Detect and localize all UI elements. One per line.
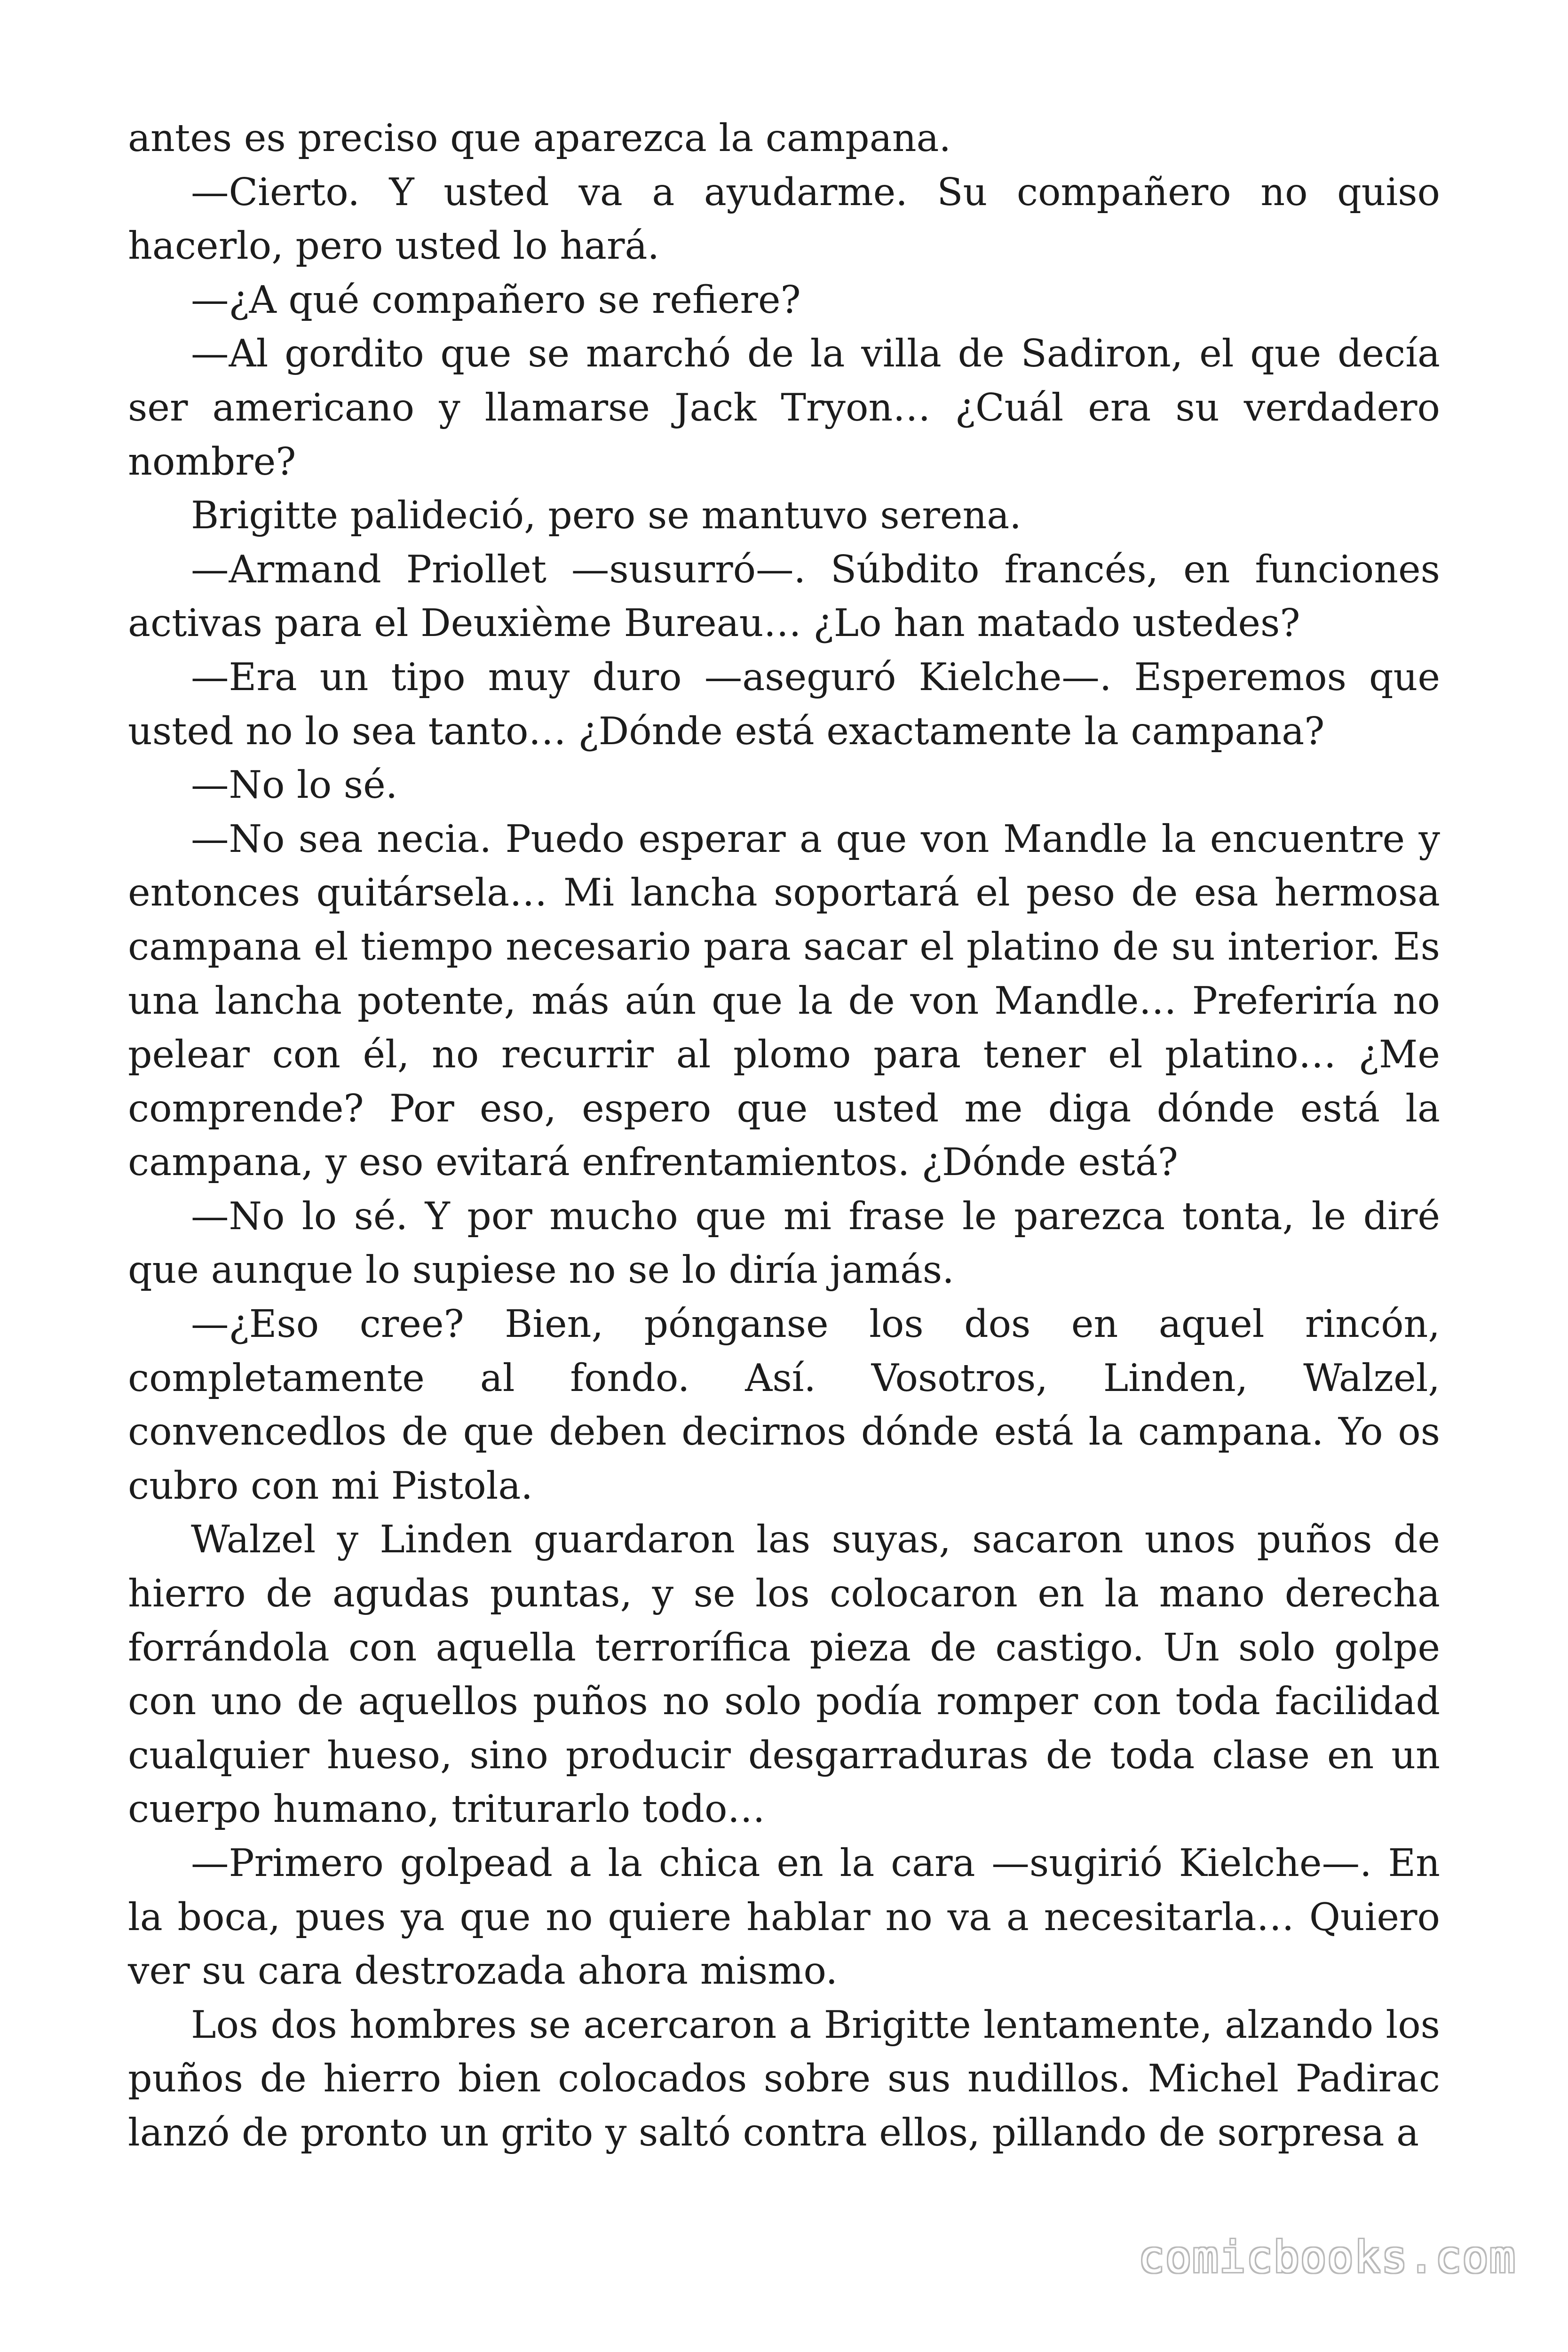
paragraph: —Armand Priollet —susurró—. Súbdito francés, en funciones activas para el Deuxième Bureau… ¿Lo han matado ustedes? [128, 547, 1440, 645]
paragraph: —No lo sé. [191, 763, 398, 807]
paragraph: Los dos hombres se acercaron a Brigitte lentamente, alzando los puños de hierro bien colocados sobre sus nudillos. Michel Padirac lanzó de pronto un grito y saltó contra ellos, pillando de sorpresa a [128, 2002, 1440, 2154]
paragraph: Brigitte palideció, pero se mantuvo serena. [191, 493, 1022, 538]
paragraph: antes es preciso que aparezca la campana. [128, 116, 951, 160]
paragraph: —Primero golpead a la chica en la cara —sugirió Kielche—. En la boca, pues ya que no quiere hablar no va a necesitarla… Quiero ver su cara destrozada ahora mismo. [128, 1841, 1440, 1993]
paragraph: —¿Eso cree? Bien, pónganse los dos en aquel rincón, completamente al fondo. Así. Vosotros, Linden, Walzel, convencedlos de que deben decirnos dónde está la campana. Yo os cubro con mi Pistola. [128, 1302, 1440, 1508]
paragraph: —No sea necia. Puedo esperar a que von Mandle la encuentre y entonces quitársela… Mi lancha soportará el peso de esa hermosa campana el tiempo necesario para sacar el platino de su interior. Es una lancha potente, más aún que la de von Mandle… Preferiría no pelear con él, no recurrir al plomo para tener el platino… ¿Me comprende? Por eso, espero que usted me diga dónde está la campana, y eso evitará enfrentamientos. ¿Dónde está? [128, 816, 1440, 1184]
paragraph: —Al gordito que se marchó de la villa de Sadiron, el que decía ser americano y llamarse Jack Tryon… ¿Cuál era su verdadero nombre? [128, 331, 1440, 484]
paragraph: —¿A qué compañero se refiere? [191, 277, 801, 322]
site-watermark: comicbooks.com [1138, 2232, 1516, 2282]
paragraph: Walzel y Linden guardaron las suyas, sacaron unos puños de hierro de agudas puntas, y se los colocaron en la mano derecha forrándola con aquella terrorífica pieza de castigo. Un solo golpe con uno de aquellos puños no solo podía romper con toda facilidad cualquier hueso, sino producir desgarraduras de toda clase en un cuerpo humano, triturarlo todo… [128, 1517, 1440, 1831]
paragraph: —No lo sé. Y por mucho que mi frase le parezca tonta, le diré que aunque lo supiese no se lo diría jamás. [128, 1193, 1440, 1292]
page-body [128, 111, 1440, 2160]
paragraph: —Era un tipo muy duro —aseguró Kielche—. Esperemos que usted no lo sea tanto… ¿Dónde está exactamente la campana? [128, 654, 1440, 753]
paragraph: —Cierto. Y usted va a ayudarme. Su compañero no quiso hacerlo, pero usted lo hará. [128, 169, 1440, 268]
